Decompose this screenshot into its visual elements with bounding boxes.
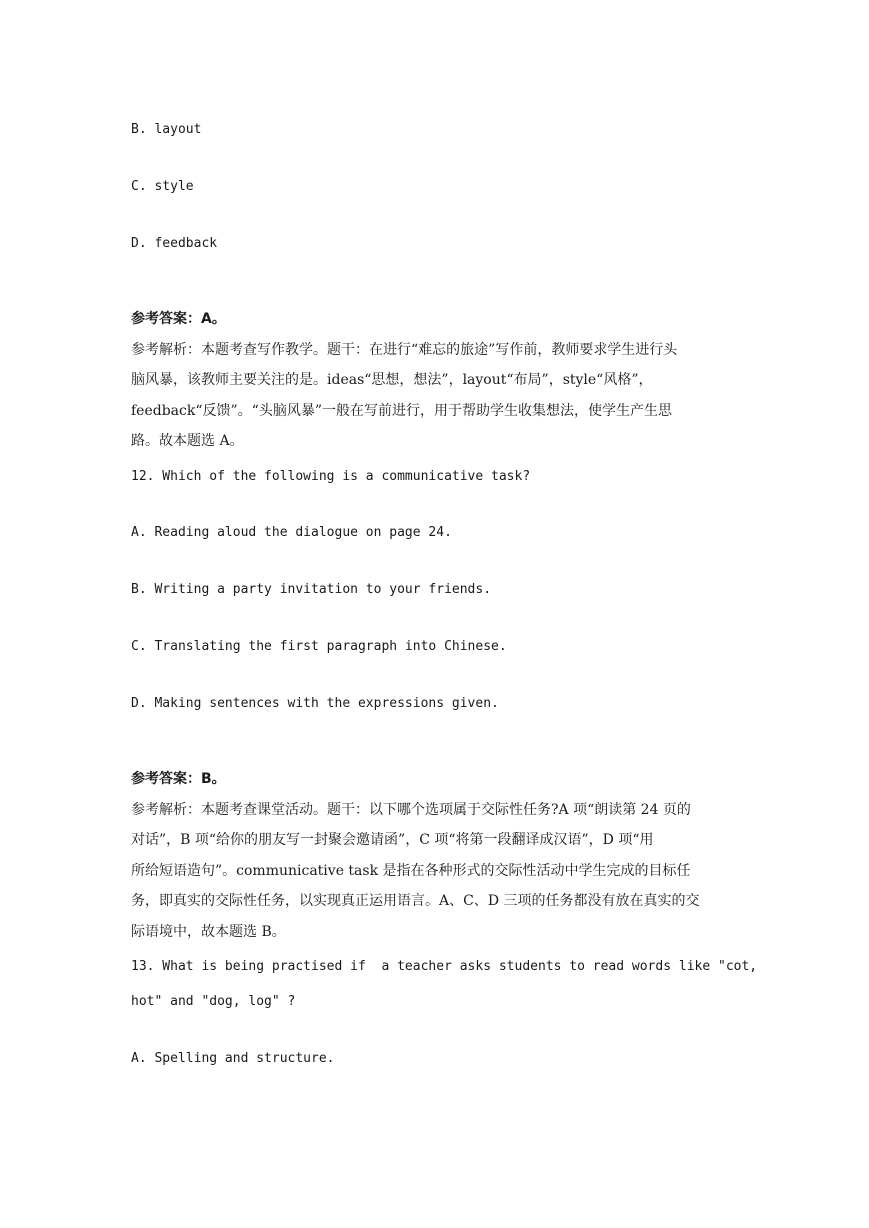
q12-option-c: C. Translating the first paragraph into Chinese. (131, 639, 507, 654)
q12-analysis-line: 参考解析：本题考查课堂活动。题干：以下哪个选项属于交际性任务?A 项“朗读第 24 页的 (131, 802, 691, 818)
q13-question-line2: hot" and "dog, log" ? (131, 994, 296, 1009)
q11-analysis-line: feedback“反馈”。“头脑风暴”一般在写前进行，用于帮助学生收集想法，使学生产生思 (131, 403, 672, 419)
q12-analysis-line: 际语境中，故本题选 B。 (131, 924, 286, 940)
q11-option-c: C. style (131, 179, 194, 194)
q13-option-a: A. Spelling and structure. (131, 1051, 335, 1066)
q13-question-line1: 13. What is being practised if a teacher asks students to read words like "cot, (131, 959, 758, 974)
q11-analysis-line: 路。故本题选 A。 (131, 433, 244, 449)
q11-answer: 参考答案：A。 (131, 311, 226, 327)
q11-analysis-line: 参考解析：本题考查写作教学。题干：在进行“难忘的旅途”写作前，教师要求学生进行头 (131, 342, 678, 358)
q12-analysis-line: 对话”，B 项“给你的朋友写一封聚会邀请函”，C 项“将第一段翻译成汉语”，D 项“用 (131, 832, 654, 848)
q12-analysis-line: 所给短语造句”。communicative task 是指在各种形式的交际性活动中学生完成的目标任 (131, 863, 691, 879)
q12-analysis-line: 务，即真实的交际性任务，以实现真正运用语言。A、C、D 三项的任务都没有放在真实的交 (131, 893, 700, 909)
q12-option-d: D. Making sentences with the expressions given. (131, 696, 499, 711)
q11-analysis-line: 脑风暴，该教师主要关注的是。ideas“思想，想法”，layout“布局”，style“风格”， (131, 372, 653, 388)
q12-question: 12. Which of the following is a communicative task? (131, 469, 531, 484)
q11-option-d: D. feedback (131, 236, 218, 251)
q12-option-b: B. Writing a party invitation to your friends. (131, 582, 492, 597)
q12-answer: 参考答案：B。 (131, 771, 226, 787)
q11-option-b: B. layout (131, 122, 202, 137)
q12-option-a: A. Reading aloud the dialogue on page 24. (131, 525, 452, 540)
